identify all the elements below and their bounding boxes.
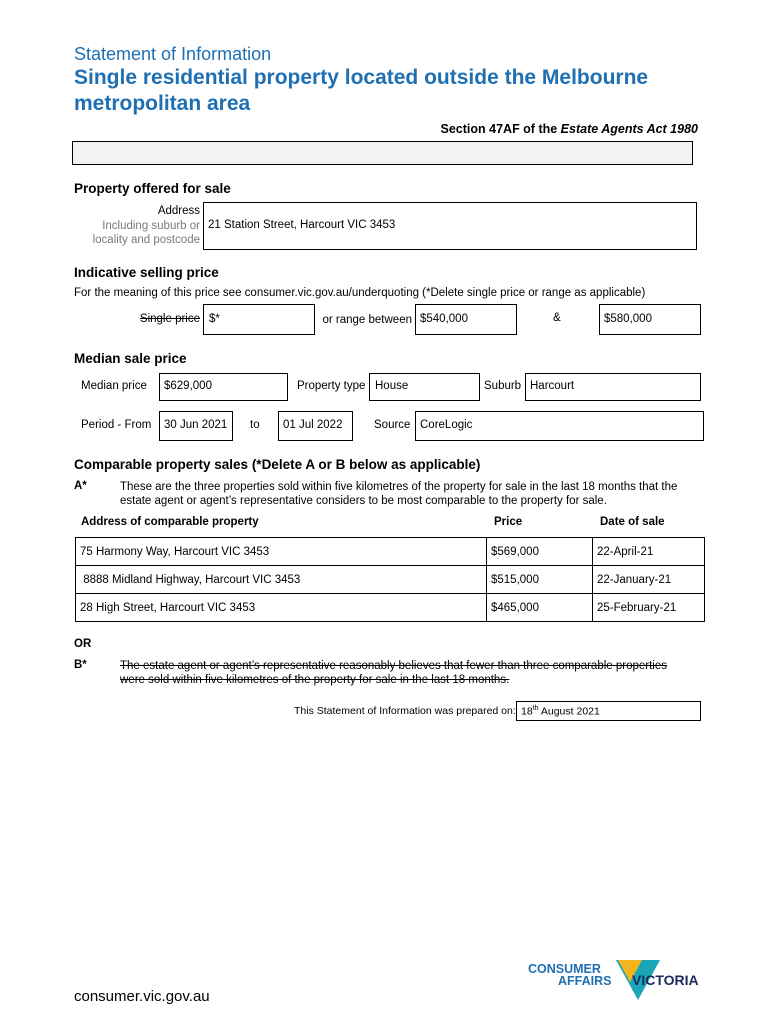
prepared-month-year: August 2021 xyxy=(538,705,600,718)
source-value: CoreLogic xyxy=(420,419,473,431)
option-b-text xyxy=(120,659,667,687)
row-price-cell[interactable]: $465,000 xyxy=(487,594,593,622)
header-input-field[interactable] xyxy=(72,141,693,165)
option-b-text-line2: were sold within five kilometres of the property for sale in the last 18 months. xyxy=(120,674,510,686)
prepared-label: This Statement of Information was prepared on: xyxy=(294,705,516,717)
option-a-text-line2: estate agent or agent’s representative considers to be most comparable to the property for sale. xyxy=(120,495,607,507)
row-date-cell[interactable]: 22-January-21 xyxy=(593,566,705,594)
address-label-line1: Address xyxy=(157,205,200,217)
range-label: or range between xyxy=(322,314,412,326)
property-type-label: Property type xyxy=(297,380,366,392)
period-to-field[interactable] xyxy=(278,411,353,441)
median-price-field[interactable] xyxy=(159,373,288,401)
range-low-field[interactable] xyxy=(415,304,517,335)
single-price-label: Single price xyxy=(139,313,200,325)
address-label xyxy=(80,204,200,248)
range-high-field[interactable] xyxy=(599,304,701,335)
col-address-header: Address of comparable property xyxy=(81,516,259,528)
suburb-field[interactable] xyxy=(525,373,701,401)
table-row xyxy=(76,566,705,594)
period-to-label: to xyxy=(250,419,260,431)
row-price-cell[interactable]: $515,000 xyxy=(487,566,593,594)
row-address-cell[interactable]: 8888 Midland Highway, Harcourt VIC 3453 xyxy=(76,566,487,594)
section-prefix: Section 47AF of the xyxy=(440,122,561,136)
table-row xyxy=(76,538,705,566)
prepared-suffix: th xyxy=(532,705,539,712)
prepared-date-field[interactable] xyxy=(516,701,701,721)
range-low-value: $540,000 xyxy=(420,313,468,325)
section-reference xyxy=(441,122,698,136)
indicative-heading: Indicative selling price xyxy=(74,265,219,280)
table-row xyxy=(76,594,705,622)
col-date-header: Date of sale xyxy=(600,516,665,528)
source-label: Source xyxy=(374,419,411,431)
address-field[interactable] xyxy=(203,202,697,250)
single-price-value: $* xyxy=(209,313,220,325)
option-b-marker: B* xyxy=(74,659,87,671)
median-price-value: $629,000 xyxy=(164,380,212,392)
statement-label: Statement of Information xyxy=(74,44,272,64)
property-type-field[interactable] xyxy=(369,373,480,401)
page-title: Single residential property located outside the Melbourne metropolitan area xyxy=(74,66,649,115)
comparable-table xyxy=(75,537,705,622)
prepared-date-value xyxy=(521,705,600,718)
period-to-value: 01 Jul 2022 xyxy=(283,419,343,431)
option-a-text-line1: These are the three properties sold within five kilometres of the property for sale in the last 18 months that the xyxy=(120,481,678,493)
comparable-heading: Comparable property sales (*Delete A or B below as applicable) xyxy=(74,457,481,472)
suburb-label: Suburb xyxy=(484,380,522,392)
address-label-line2: Including suburb or xyxy=(102,219,200,232)
median-heading: Median sale price xyxy=(74,351,187,366)
col-price-header: Price xyxy=(494,516,523,528)
option-a-marker: A* xyxy=(74,480,87,492)
row-address-cell[interactable]: 75 Harmony Way, Harcourt VIC 3453 xyxy=(76,538,487,566)
consumer-affairs-logo xyxy=(528,962,708,1008)
range-high-value: $580,000 xyxy=(604,313,652,325)
or-label: OR xyxy=(74,638,92,650)
option-b-text-line1: The estate agent or agent’s representative reasonably believes that fewer than three comparable properties xyxy=(120,660,668,672)
option-a-text xyxy=(120,480,677,508)
row-address-cell[interactable]: 28 High Street, Harcourt VIC 3453 xyxy=(76,594,487,622)
single-price-field[interactable] xyxy=(203,304,315,335)
range-ampersand: & xyxy=(553,312,561,324)
row-date-cell[interactable]: 22-April-21 xyxy=(593,538,705,566)
property-type-value: House xyxy=(375,380,409,392)
period-from-value: 30 Jun 2021 xyxy=(164,419,228,431)
prepared-day: 18 xyxy=(521,705,533,718)
period-from-field[interactable] xyxy=(159,411,233,441)
footer-url[interactable]: consumer.vic.gov.au xyxy=(74,988,210,1005)
logo-line-consumer: CONSUMER xyxy=(528,962,601,976)
address-value: 21 Station Street, Harcourt VIC 3453 xyxy=(208,219,396,231)
section-act: Estate Agents Act 1980 xyxy=(560,122,698,136)
logo-line-affairs: AFFAIRS xyxy=(558,974,612,988)
address-label-line3: locality and postcode xyxy=(92,234,200,246)
property-heading: Property offered for sale xyxy=(74,181,231,196)
source-field[interactable] xyxy=(415,411,704,441)
period-from-label: Period - From xyxy=(81,419,152,431)
median-price-label: Median price xyxy=(81,380,147,392)
logo-line-victoria: VICTORIA xyxy=(632,972,699,988)
row-price-cell[interactable]: $569,000 xyxy=(487,538,593,566)
indicative-note: For the meaning of this price see consumer.vic.gov.au/underquoting (*Delete single price or range as applicable) xyxy=(74,287,646,299)
suburb-value: Harcourt xyxy=(530,380,575,392)
row-date-cell[interactable]: 25-February-21 xyxy=(593,594,705,622)
